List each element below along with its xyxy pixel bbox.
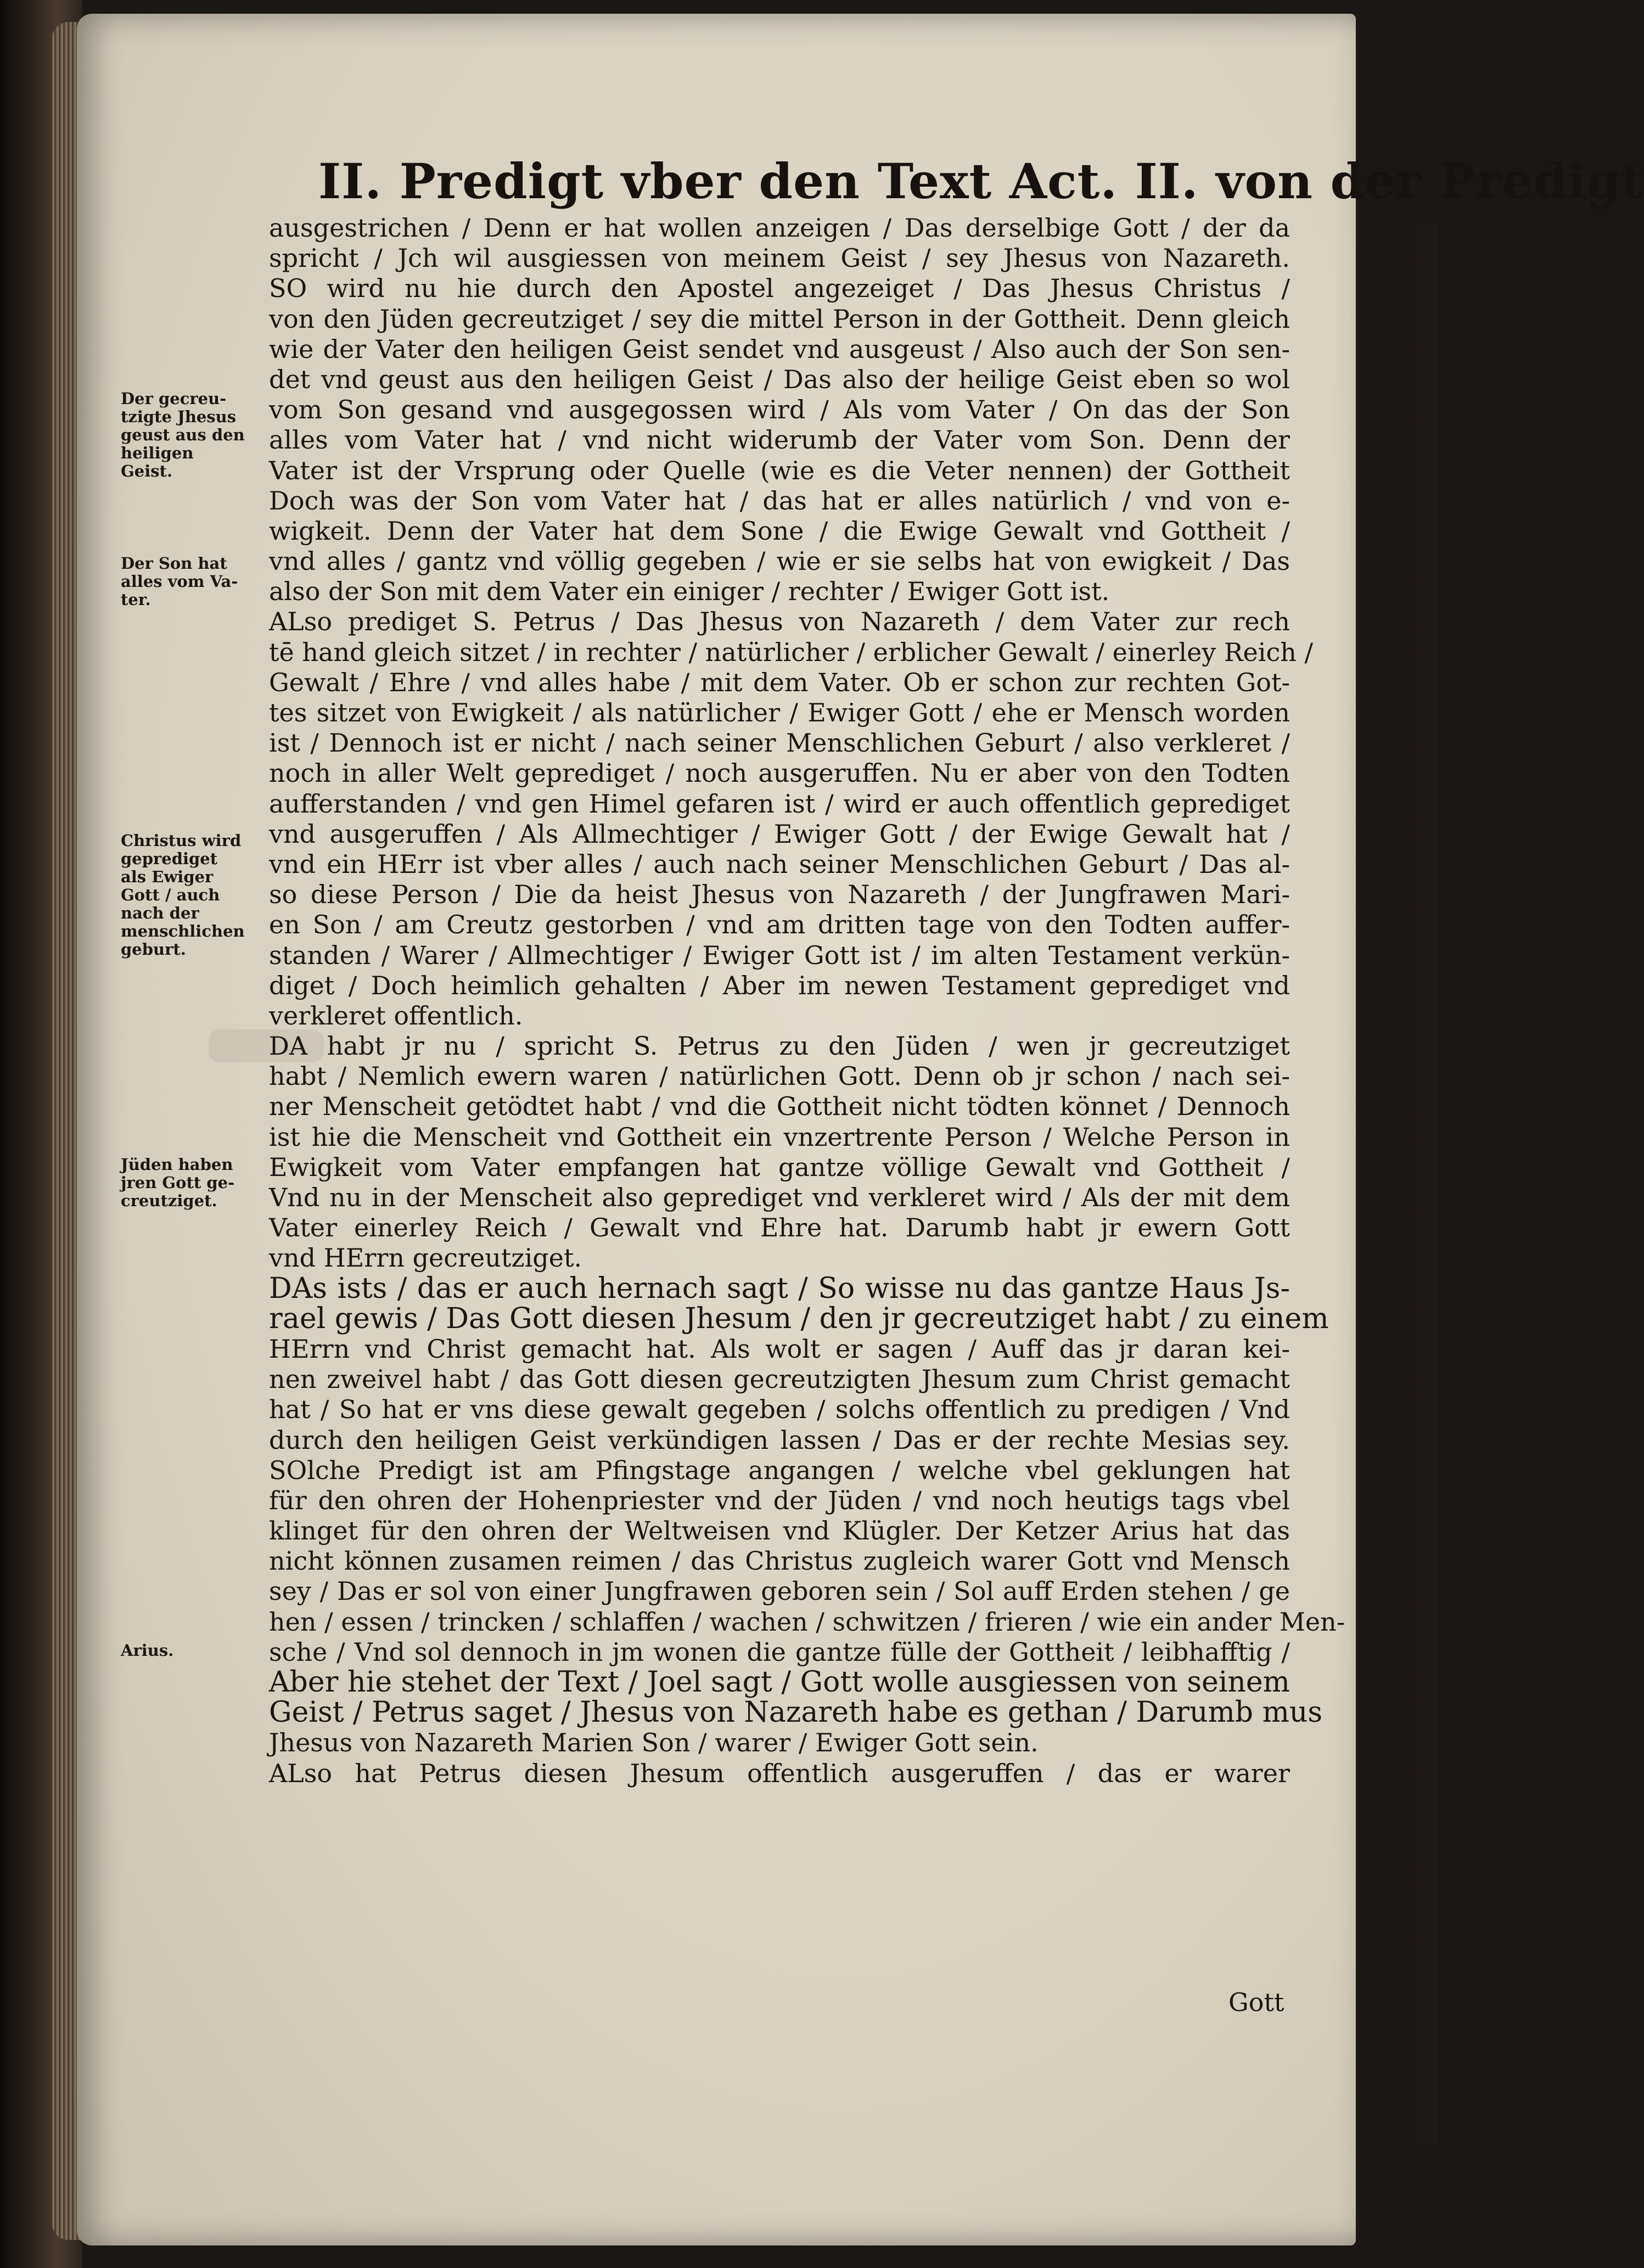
margin-note-line: tzigte Jhesus (121, 407, 237, 426)
text-line: Aber hie stehet der Text / Joel sagt / Gott wolle ausgiessen von seinem (269, 1666, 1290, 1699)
text-line: vnd ein HErr ist vber alles / auch nach seiner Menschlichen Geburt / Das al- (269, 849, 1290, 879)
text-line: ner Menscheit getödtet habt / vnd die Gottheit nicht tödten könnet / Dennoch (269, 1091, 1290, 1122)
margin-note (121, 390, 269, 480)
text-line: wie der Vater den heiligen Geist sendet vnd ausgeust / Also auch der Son sen- (269, 334, 1290, 364)
text-line: Jhesus von Nazareth Marien Son / warer / Ewiger Gott sein. (269, 1728, 1039, 1758)
text-line: en Son / am Creutz gestorben / vnd am dritten tage von den Todten auffer- (269, 910, 1290, 940)
text-line: ist / Dennoch ist er nicht / nach seiner Menschlichen Geburt / also verkleret / (269, 728, 1290, 758)
text-line: vnd ausgeruffen / Als Allmechtiger / Ewiger Gott / der Ewige Gewalt hat / (269, 819, 1290, 849)
margin-note-line: Jüden haben (121, 1155, 233, 1174)
text-line: ist hie die Menscheit vnd Gottheit ein vnzertrente Person / Welche Person in (269, 1122, 1290, 1152)
text-line: Vater ist der Vrsprung oder Quelle (wie es die Veter nennen) der Gottheit (269, 455, 1290, 485)
margin-note (121, 1642, 269, 1660)
text-line: klinget für den ohren der Weltweisen vnd Klügler. Der Ketzer Arius hat das (269, 1516, 1290, 1546)
text-line: DAs ists / das er auch hernach sagt / So wisse nu das gantze Haus Js- (269, 1272, 1290, 1305)
margin-note (121, 1156, 269, 1210)
margin-note-line: nach der (121, 904, 199, 922)
margin-note-line: heiligen (121, 444, 194, 462)
running-head: II. Predigt vber den Text Act. II. von der Predigt (318, 153, 1644, 210)
text-line: Ewigkeit vom Vater empfangen hat gantze völlige Gewalt vnd Gottheit / (269, 1152, 1290, 1182)
text-line: sey / Das er sol von einer Jungfrawen geboren sein / Sol auff Erden stehen / ge (269, 1576, 1290, 1606)
margin-note-line: Der Son hat (121, 554, 227, 573)
text-line: hat / So hat er vns diese gewalt gegeben / solchs offentlich zu predigen / Vnd (269, 1395, 1290, 1425)
margin-note-line: Geist. (121, 462, 173, 480)
text-line: Vater einerley Reich / Gewalt vnd Ehre hat. Darumb habt jr ewern Gott (269, 1213, 1290, 1243)
text-line: alles vom Vater hat / vnd nicht widerumb der Vater vom Son. Denn der (269, 425, 1290, 455)
text-line: Doch was der Son vom Vater hat / das hat er alles natürlich / vnd von e- (269, 485, 1290, 516)
text-line: HErrn vnd Christ gemacht hat. Als wolt er sagen / Auff das jr daran kei- (269, 1334, 1290, 1364)
text-line: wigkeit. Denn der Vater hat dem Sone / die Ewige Gewalt vnd Gottheit / (269, 516, 1290, 546)
text-line: ausgestrichen / Denn er hat wollen anzeigen / Das derselbige Gott / der da (269, 213, 1290, 243)
text-line: tes sitzet von Ewigkeit / als natürlicher / Ewiger Gott / ehe er Mensch worden (269, 698, 1290, 727)
text-line: aufferstanden / vnd gen Himel gefaren ist / wird er auch offentlich geprediget (269, 788, 1290, 819)
text-line: Vnd nu in der Menscheit also geprediget vnd verkleret wird / Als der mit dem (269, 1183, 1290, 1212)
text-line: diget / Doch heimlich gehalten / Aber im newen Testament geprediget vnd (269, 970, 1290, 1000)
margin-note-line: Arius. (121, 1641, 174, 1660)
text-line: noch in aller Welt geprediget / noch ausgeruffen. Nu er aber von den Todten (269, 758, 1290, 788)
text-line: DA habt jr nu / spricht S. Petrus zu den Jüden / wen jr gecreutziget (269, 1031, 1290, 1061)
text-line: sche / Vnd sol dennoch in jm wonen die gantze fülle der Gottheit / leibhafftig / (269, 1637, 1290, 1667)
margin-note-line: menschlichen (121, 922, 245, 940)
margin-note-line: alles vom Va- (121, 572, 238, 591)
text-line: verkleret offentlich. (269, 1000, 523, 1031)
margin-note (121, 832, 269, 959)
text-line: nen zweivel habt / das Gott diesen gecreutzigten Jhesum zum Christ gemacht (269, 1364, 1290, 1395)
margin-note-line: als Ewiger (121, 867, 214, 886)
margin-note-line: Der gecreu- (121, 389, 227, 408)
margin-note-line: geburt. (121, 940, 186, 959)
text-line: für den ohren der Hohenpriester vnd der Jüden / vnd noch heutigs tags vbel (269, 1485, 1290, 1515)
catchword: Gott (1228, 1987, 1284, 2017)
margin-note-line: creutziget. (121, 1191, 217, 1210)
text-line: rael gewis / Das Gott diesen Jhesum / den jr gecreutziget habt / zu einem (269, 1302, 1329, 1335)
text-line: standen / Warer / Allmechtiger / Ewiger Gott ist / im alten Testament verkün- (269, 940, 1290, 970)
margin-note-line: Christus wird (121, 831, 242, 850)
text-line: vom Son gesand vnd ausgegossen wird / Als vom Vater / On das der Son (269, 395, 1290, 425)
text-line: nicht können zusamen reimen / das Christus zugleich warer Gott vnd Mensch (269, 1546, 1290, 1576)
text-line: det vnd geust aus den heiligen Geist / Das also der heilige Geist eben so wol (269, 364, 1290, 394)
margin-note-line: geprediget (121, 849, 218, 868)
text-line: Geist / Petrus saget / Jhesus von Nazareth habe es gethan / Darumb mus (269, 1696, 1323, 1729)
text-line: hen / essen / trincken / schlaffen / wachen / schwitzen / frieren / wie ein ander Men- (269, 1606, 1345, 1637)
text-line: tē hand gleich sitzet / in rechter / natürlicher / erblicher Gewalt / einerley Reich / (269, 637, 1313, 667)
text-line: SO wird nu hie durch den Apostel angezeiget / Das Jhesus Christus / (269, 273, 1290, 304)
text-line: Gewalt / Ehre / vnd alles habe / mit dem Vater. Ob er schon zur rechten Got- (269, 667, 1290, 697)
margin-note-line: Gott / auch (121, 886, 220, 904)
main-text (269, 213, 1345, 1789)
text-line: spricht / Jch wil ausgiessen von meinem Geist / sey Jhesus von Nazareth. (269, 243, 1290, 273)
margin-note (121, 555, 269, 609)
text-line: also der Son mit dem Vater ein einiger / rechter / Ewiger Gott ist. (269, 576, 1110, 607)
text-line: so diese Person / Die da heist Jhesus von Nazareth / der Jungfrawen Mari- (269, 880, 1290, 910)
margin-note-line: jren Gott ge- (121, 1173, 235, 1192)
text-line: SOlche Predigt ist am Pfingstage angangen / welche vbel geklungen hat (269, 1455, 1290, 1485)
text-line: ALso prediget S. Petrus / Das Jhesus von Nazareth / dem Vater zur rech (269, 607, 1290, 637)
text-line: habt / Nemlich ewern waren / natürlichen Gott. Denn ob jr schon / nach sei- (269, 1061, 1290, 1091)
page-shadow (1372, 222, 1438, 2144)
text-line: ALso hat Petrus diesen Jhesum offentlich ausgeruffen / das er warer (269, 1758, 1290, 1788)
text-line: vnd alles / gantz vnd völlig gegeben / wie er sie selbs hat von ewigkeit / Das (269, 546, 1290, 576)
margin-note-line: geust aus den (121, 425, 245, 444)
text-line: durch den heiligen Geist verkündigen lassen / Das er der rechte Mesias sey. (269, 1425, 1290, 1455)
text-line: vnd HErrn gecreutziget. (269, 1243, 582, 1273)
margin-note-line: ter. (121, 590, 151, 609)
text-line: von den Jüden gecreutziget / sey die mittel Person in der Gottheit. Denn gleich (269, 304, 1290, 334)
